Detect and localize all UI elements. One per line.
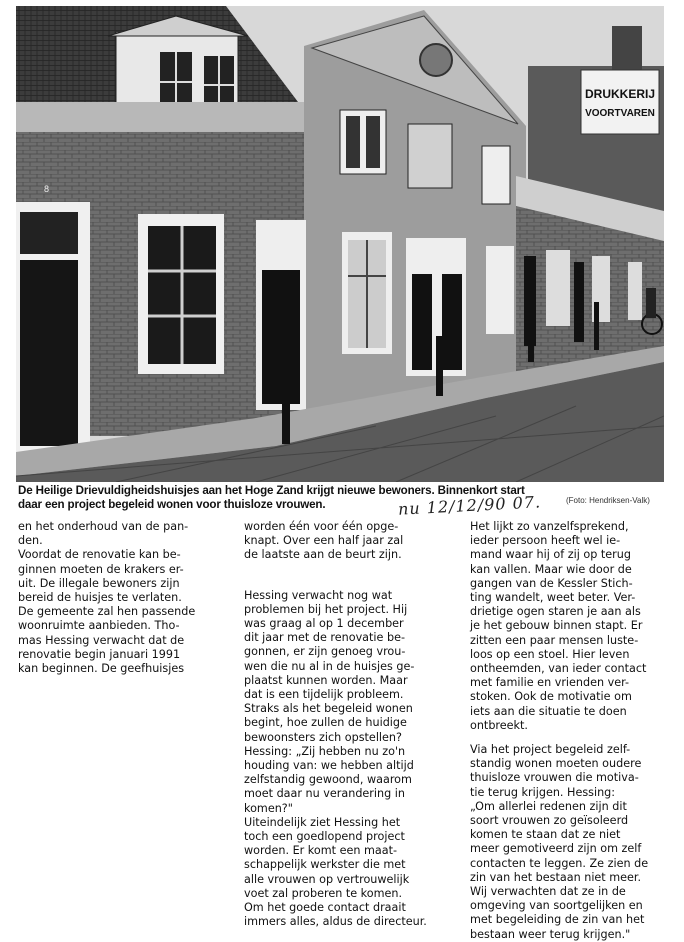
text-line: dat is een tijdelijk probleem. bbox=[244, 688, 404, 702]
text-line: was graag al op 1 december bbox=[244, 617, 404, 631]
text-line: kan vallen. Maar wie door de bbox=[470, 562, 632, 576]
text-line: Het lijkt zo vanzelfsprekend, bbox=[470, 520, 629, 533]
text-line: alle vrouwen op vertrouwelijk bbox=[244, 872, 410, 886]
text-line: Via het project begeleid zelf- bbox=[470, 743, 631, 757]
text-line: de laatste aan de beurt zijn. bbox=[244, 548, 402, 562]
text-line: gonnen, er zijn genoeg vrou- bbox=[244, 645, 406, 659]
article-column-2 bbox=[244, 520, 464, 929]
text-line: thuisloze vrouwen die motiva- bbox=[470, 771, 639, 785]
column-3-paragraph-2 bbox=[470, 743, 670, 942]
text-line: knapt. Over een half jaar zal bbox=[244, 534, 404, 548]
text-line: met familie en vrienden ver- bbox=[470, 676, 630, 690]
text-line: mand waar hij of zij op terug bbox=[470, 548, 631, 562]
text-line: gangen van de Kessler Stich- bbox=[470, 576, 633, 590]
text-line: Straks als het begeleid wonen bbox=[244, 702, 413, 716]
spacer bbox=[470, 733, 670, 743]
column-1-paragraph-2 bbox=[18, 548, 230, 676]
text-line: houding van: we hebben altijd bbox=[244, 759, 414, 773]
column-3-paragraph-1 bbox=[470, 520, 670, 733]
spacer bbox=[244, 563, 464, 589]
text-line: toch een goedlopend project bbox=[244, 830, 405, 844]
text-line: zin van het bestaan niet meer. bbox=[470, 870, 642, 884]
text-line: omgeving van soortgelijken en bbox=[470, 899, 643, 913]
text-line: zitten een paar mensen luste- bbox=[470, 633, 639, 647]
text-line: immers alles, aldus de directeur. bbox=[244, 915, 427, 929]
text-line: problemen bij het project. Hij bbox=[244, 602, 408, 616]
text-line: woonruimte aanbieden. Tho- bbox=[18, 619, 180, 633]
sign-line-1: DRUKKERIJ bbox=[584, 87, 656, 101]
text-line: uit. De illegale bewoners zijn bbox=[18, 576, 180, 590]
sign-line-2: VOORTVAREN bbox=[585, 108, 655, 119]
text-line: begint, hoe zullen de huidige bbox=[244, 716, 407, 730]
text-line: Om het goede contact draait bbox=[244, 901, 406, 915]
text-line: mas Hessing verwacht dat de bbox=[18, 633, 185, 647]
street-photo bbox=[16, 6, 664, 482]
text-line: ieder persoon heeft wel ie- bbox=[470, 534, 621, 548]
text-line: schappelijk werkster die met bbox=[244, 858, 406, 872]
text-line: ontheemden, van ieder contact bbox=[470, 662, 647, 676]
photo-illustration bbox=[16, 6, 664, 482]
article-column-1 bbox=[18, 520, 230, 676]
text-line: stoken. Ook de motivatie om bbox=[470, 690, 632, 704]
text-line: Wij verwachten dat ze in de bbox=[470, 885, 626, 899]
text-line: standig wonen moeten oudere bbox=[470, 757, 642, 771]
text-line: moet daar nu verandering in bbox=[244, 787, 405, 801]
text-line: worden één voor één opge- bbox=[244, 520, 399, 533]
text-line: tie terug krijgen. Hessing: bbox=[470, 785, 616, 799]
text-line: ting wandelt, weet beter. Ver- bbox=[470, 591, 636, 605]
text-line: Hessing verwacht nog wat bbox=[244, 588, 393, 602]
caption-line-1: De Heilige Drievuldigheidshuisjes aan het Hoge Zand krijgt nieuwe bewoners. Binnenkort start bbox=[18, 484, 525, 497]
text-line: den. bbox=[18, 534, 43, 548]
text-line: worden. Er komt een maat- bbox=[244, 844, 398, 858]
text-line: Hessing: „Zij hebben nu zo'n bbox=[244, 744, 406, 758]
text-line: je het gebouw binnen stapt. Er bbox=[470, 619, 643, 633]
text-line: wen die nu al in de huisjes ge- bbox=[244, 659, 415, 673]
house-number: 8 bbox=[44, 184, 50, 194]
text-line: bereid de huisjes te verlaten. bbox=[18, 591, 182, 605]
column-1-paragraph-1 bbox=[18, 520, 230, 548]
text-line: loos op een stoel. Hier leven bbox=[470, 647, 630, 661]
text-line: kan beginnen. De geefhuisjes bbox=[18, 662, 185, 676]
text-line: bewoonsters zich opstellen? bbox=[244, 730, 402, 744]
text-line: komen te staan dat ze niet bbox=[470, 828, 621, 842]
text-line: en het onderhoud van de pan- bbox=[18, 520, 189, 533]
article-column-3 bbox=[470, 520, 670, 942]
text-line: plaatst kunnen worden. Maar bbox=[244, 673, 408, 687]
text-line: meer gemotiveerd zijn om zelf bbox=[470, 842, 642, 856]
column-2-paragraph-3 bbox=[244, 816, 464, 930]
column-2-paragraph-2 bbox=[244, 589, 464, 816]
text-line: drietige ogen staren je aan als bbox=[470, 605, 641, 619]
column-2-paragraph-1 bbox=[244, 520, 464, 563]
text-line: komen?" bbox=[244, 801, 293, 815]
text-line: met begeleiding de zin van het bbox=[470, 913, 645, 927]
text-line: iets aan die situatie te doen bbox=[470, 704, 627, 718]
text-line: voet zal proberen te komen. bbox=[244, 886, 403, 900]
text-line: „Om allerlei redenen zijn dit bbox=[470, 799, 627, 813]
text-line: soort vrouwen zo geïsoleerd bbox=[470, 814, 629, 828]
photo-credit: (Foto: Hendriksen-Valk) bbox=[566, 496, 650, 505]
text-line: bestaan weer terug krijgen." bbox=[470, 927, 631, 941]
caption-line-2: daar een project begeleid wonen voor thuisloze vrouwen. bbox=[18, 498, 326, 511]
text-line: zelfstandig gewoond, waarom bbox=[244, 773, 412, 787]
text-line: contacten te leggen. Ze zien de bbox=[470, 856, 649, 870]
text-line: ontbreekt. bbox=[470, 718, 528, 732]
text-line: dit jaar met de renovatie be- bbox=[244, 631, 405, 645]
text-line: Voordat de renovatie kan be- bbox=[18, 548, 181, 562]
handwritten-date-note: nu 12/12/90 07. bbox=[397, 492, 542, 519]
text-line: ginnen moeten de krakers er- bbox=[18, 562, 184, 576]
text-line: Uiteindelijk ziet Hessing het bbox=[244, 815, 401, 829]
text-line: renovatie begin januari 1991 bbox=[18, 647, 181, 661]
text-line: De gemeente zal hen passende bbox=[18, 605, 196, 619]
